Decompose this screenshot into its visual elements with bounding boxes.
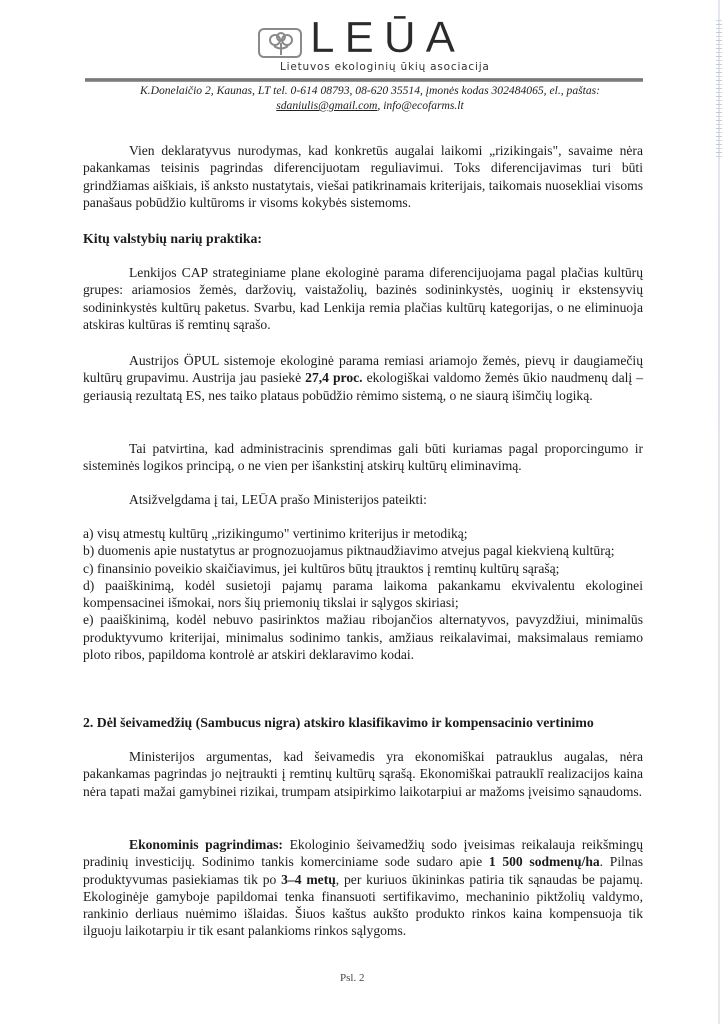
request-item-e: e) paaiškinimą, kodėl nebuvo pasirinktos mažiau ribojančios alternatyvos, pavyzdžiui, minimalūs produktyvumo kriterijai, minimalus sodinimo tankis, amžiaus reikalavimai, maksimalaus remiamo ploto ribos, papildoma kontrolė ar atskiri deklaravimo kodai.	[83, 612, 643, 663]
economic-label: Ekonominis pagrindimas:	[129, 837, 283, 852]
paragraph-ministry-argument: Ministerijos argumentas, kad šeivamedis yra ekonomiškai patrauklus augalas, nėra pakankamas pagrindas jo neįtraukti į remtinų kultūrų sąrašą. Ekonomiškai patrauklī realizacijos kaina nėra tapati mažai gamybinei rizikai, trumpam atsipirkimo laikotarpiui ar mažoms įveisimo sąnaudoms.	[83, 749, 643, 799]
request-item-b: b) duomenis apie nustatytus ar prognozuojamus piktnaudžiavimo atvejus pagal kiekvieną kultūrą;	[83, 543, 615, 559]
address-line: K.Donelaičio 2, Kaunas, LT tel. 0-614 08793, 08-620 35514, įmonės kodas 302484065, el., paštas:	[139, 84, 601, 97]
request-item-d: d) paaiškinimą, kodėl susietoji pajamų parama laikoma pakankamu ekvivalentu ekologinei kompensacinei išmokai, nors šių priemonių tikslai ir sąlygos skiriasi;	[83, 577, 643, 611]
austria-text-after: ekologiškai valdomo žemės ūkio naudmenų dalį – geriausią rezultatą ES, nes taiko plataus pobūdžio rėmimo sistemą, o ne siaurą išimčių logiką.	[83, 370, 643, 403]
paragraph-austria	[83, 352, 643, 404]
paragraph-economic-justification	[83, 836, 643, 940]
tree-logo-icon	[258, 28, 302, 58]
logo-wordmark: LEŪA	[310, 13, 465, 62]
email-link-secondary[interactable]: info@ecofarms.lt	[383, 99, 464, 112]
productivity-years-figure: 3–4 metų	[281, 871, 336, 887]
organization-full-name: Lietuvos ekologinių ūkių asociacija	[280, 61, 490, 73]
contact-details	[90, 83, 650, 113]
austria-text-before: Austrijos ÖPUL sistemoje ekologinė parama remiasi ariamojo žemės, pievų ir daugiamečių kultūrų grupavimu. Austrija jau pasiekė	[83, 353, 643, 386]
economic-text-1: Ekologinio šeivamedžių sodo įveisimas reikalauja reikšmingų pradinių investicijų. Sodinimo tankis komerciniame sode sudaro apie	[83, 837, 643, 870]
letterhead-divider	[85, 78, 643, 82]
economic-text-3: , per kuriuos ūkininkas patiria tik sąnaudas be pajamų. Ekologinėje gamyboje papildomai tenka finansuoti sertifikavimo, mechaninio piktžolių valdymo, rankinio derliaus nuėmimo išlaidas. Šiuos kaštus aukšto produkto rinkos kaina kompensuoja tik ilguoju laikotarpiu ir tik esant palankioms rinkos sąlygoms.	[83, 871, 643, 939]
organization-logo	[258, 13, 490, 76]
request-item-c: c) finansinio poveikio skaičiavimus, jei kultūros būtų įtrauktos į remtinų kultūrų sąrašą;	[83, 560, 560, 576]
planting-density-figure: 1 500 sodmenų/ha	[488, 854, 600, 870]
economic-text-2: . Pilnas produktyvumas pasiekiamas tik po	[83, 854, 644, 887]
email-separator: ,	[377, 99, 384, 112]
request-item-a: a) visų atmestų kultūrų „rizikingumo" vertinimo kriterijus ir metodiką;	[83, 526, 468, 541]
email-link-primary[interactable]: sdaniulis@gmail.com	[276, 99, 378, 112]
scan-color-marks	[716, 20, 722, 160]
heading-other-states: Kitų valstybių narių praktika:	[83, 231, 263, 246]
request-list	[83, 525, 643, 663]
paragraph-declarative: Vien deklaratyvus nurodymas, kad konkretūs augalai laikomi „rizikingais", savaime nėra pakankamas teisinis pagrindas diferencijuotam reguliavimui. Toks diferencijavimas turi būti grindžiamas aiškiais, iš anksto nustatytais, viešai patikrinamais kriterijais, taikomais nuosekliai visoms panašaus pobūdžio kultūroms ir visoms kokybės sistemoms.	[83, 143, 643, 210]
paragraph-poland: Lenkijos CAP strateginiame plane ekologinė parama diferencijuojama pagal plačias kultūrų grupes: ariamosios žemės, daržovių, vaistažolių, bazinės sodininkystės, uoginių ir ekstensyvių sodininkystės kultūrų paketus. Svarbu, kad Lenkija remia plačias kultūrų kategorijas, o ne eliminuoja atskiras kultūras iš remtinų sąrašo.	[83, 265, 643, 332]
paragraph-request-intro: Atsižvelgdama į tai, LEŪA prašo Ministerijos pateikti:	[129, 492, 427, 507]
austria-share-figure: 27,4 proc.	[305, 370, 363, 386]
paragraph-confirmation: Tai patvirtina, kad administracinis sprendimas gali būti kuriamas pagal proporcingumo ir sisteminės logikos principą, o ne vien per išankstinį atskirų kultūrų eliminavimą.	[83, 441, 643, 474]
email-line	[90, 98, 650, 113]
section-2-heading: 2. Dėl šeivamedžių (Sambucus nigra) atskiro klasifikavimo ir kompensacinio vertinimo	[83, 715, 594, 730]
page-number: Psl. 2	[340, 972, 365, 984]
